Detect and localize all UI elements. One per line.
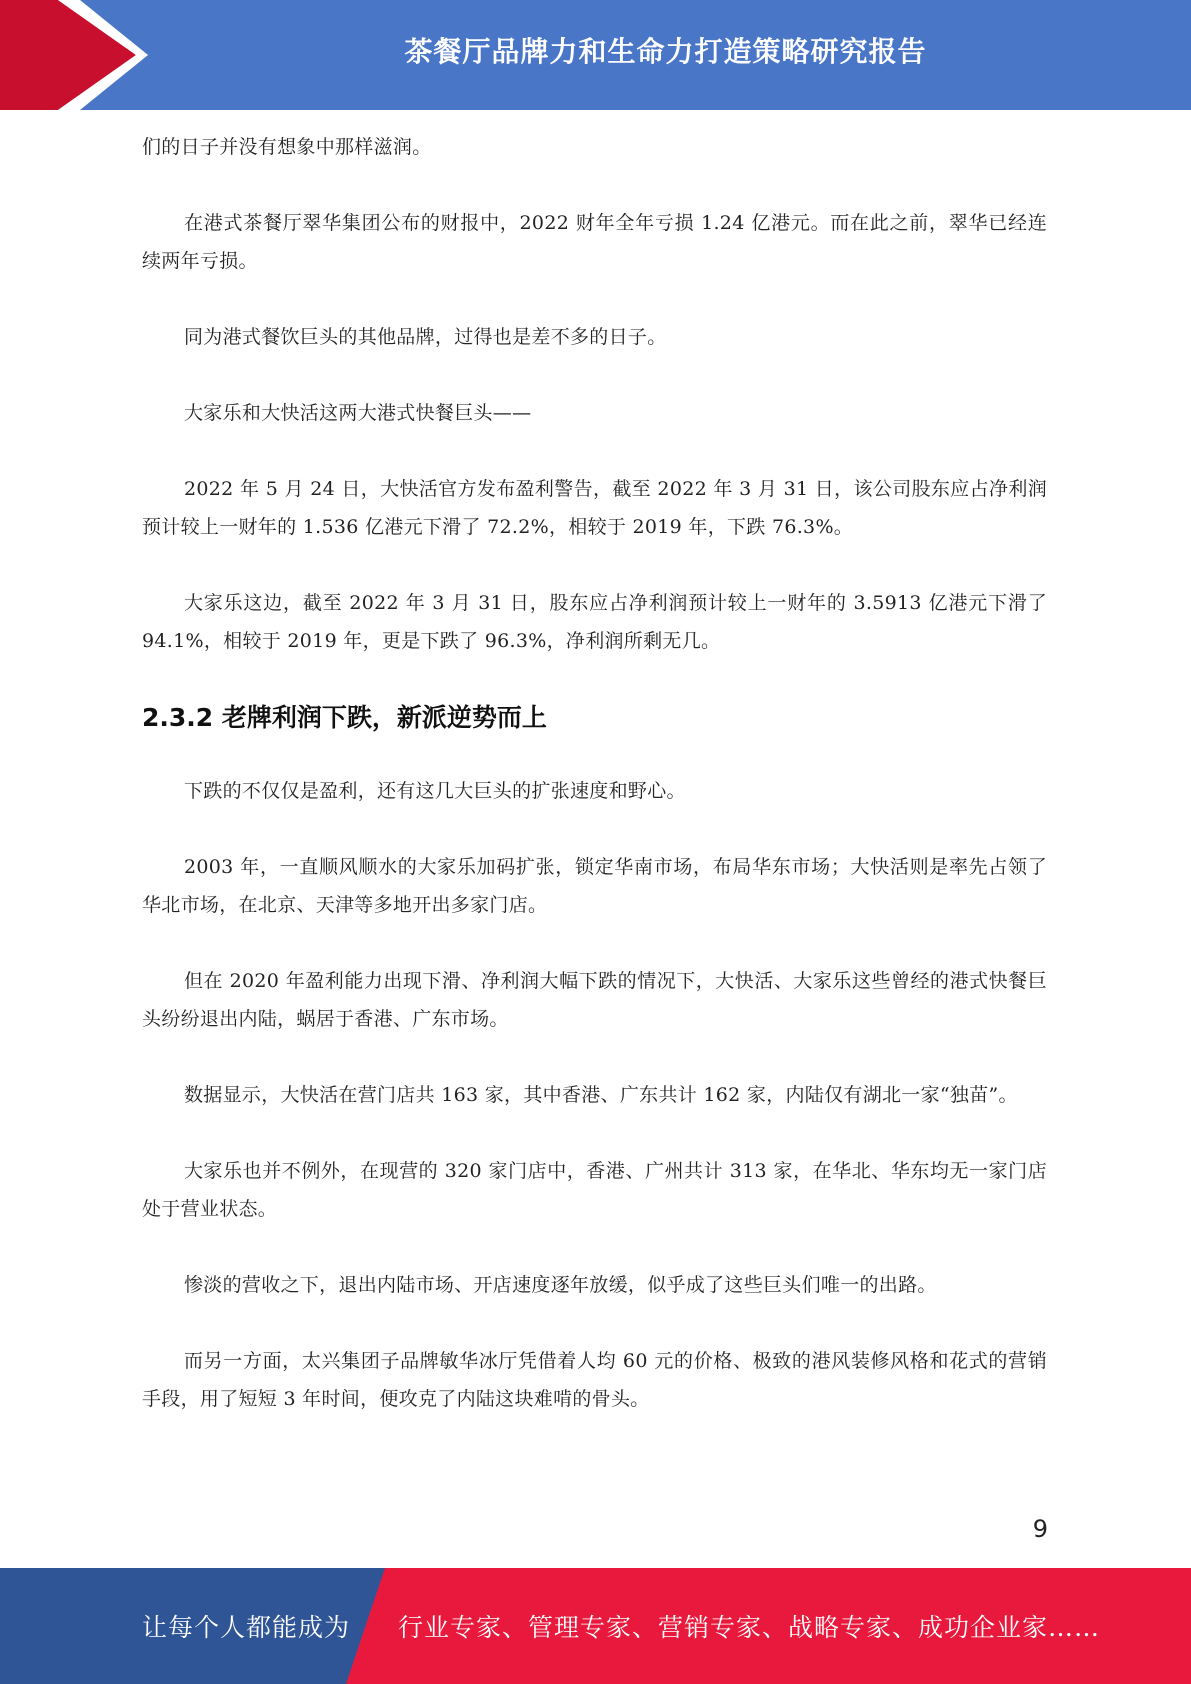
page-number: 9 <box>1032 1515 1048 1543</box>
footer-slogan-right: 行业专家、管理专家、营销专家、战略专家、成功企业家…… <box>398 1613 1101 1642</box>
page-content <box>142 128 1047 1456</box>
report-title: 茶餐厅品牌力和生命力打造策略研究报告 <box>404 35 927 68</box>
section-heading: 2.3.2 老牌利润下跌，新派逆势而上 <box>142 703 547 732</box>
paragraph: 数据显示，大快活在营门店共 163 家，其中香港、广东共计 162 家，内陆仅有湖北一家“独苗”。 <box>184 1084 1018 1106</box>
paragraph: 们的日子并没有想象中那样滋润。 <box>142 136 432 158</box>
paragraph: 在港式茶餐厅翠华集团公布的财报中，2022 财年全年亏损 1.24 亿港元。而在此之前，翠华已经连续两年亏损。 <box>142 212 1047 272</box>
paragraph: 但在 2020 年盈利能力出现下滑、净利润大幅下跌的情况下，大快活、大家乐这些曾经的港式快餐巨头纷纷退出内陆，蜗居于香港、广东市场。 <box>142 970 1047 1030</box>
paragraph: 大家乐也并不例外，在现营的 320 家门店中，香港、广州共计 313 家，在华北、华东均无一家门店处于营业状态。 <box>142 1160 1047 1220</box>
paragraph: 下跌的不仅仅是盈利，还有这几大巨头的扩张速度和野心。 <box>184 780 686 802</box>
page-footer <box>0 1568 1191 1684</box>
paragraph: 大家乐和大快活这两大港式快餐巨头—— <box>184 402 532 424</box>
red-chevron-decoration <box>0 0 160 110</box>
paragraph: 同为港式餐饮巨头的其他品牌，过得也是差不多的日子。 <box>184 326 667 348</box>
paragraph: 而另一方面，太兴集团子品牌敏华冰厅凭借着人均 60 元的价格、极致的港风装修风格和花式的营销手段，用了短短 3 年时间，便攻克了内陆这块难啃的骨头。 <box>142 1350 1047 1410</box>
footer-slogan-left: 让每个人都能成为 <box>142 1613 351 1642</box>
paragraph: 2022 年 5 月 24 日，大快活官方发布盈利警告，截至 2022 年 3 月 31 日，该公司股东应占净利润预计较上一财年的 1.536 亿港元下滑了 72.2%，相较于 2019 年，下跌 76.3%。 <box>142 478 1047 538</box>
paragraph: 惨淡的营收之下，退出内陆市场、开店速度逐年放缓，似乎成了这些巨头们唯一的出路。 <box>184 1274 937 1296</box>
paragraph: 2003 年，一直顺风顺水的大家乐加码扩张，锁定华南市场，布局华东市场；大快活则是率先占领了华北市场，在北京、天津等多地开出多家门店。 <box>142 856 1047 916</box>
paragraph: 大家乐这边，截至 2022 年 3 月 31 日，股东应占净利润预计较上一财年的 3.5913 亿港元下滑了 94.1%，相较于 2019 年，更是下跌了 96.3%，净利润所剩无几。 <box>142 592 1047 652</box>
page-header <box>0 0 1191 110</box>
